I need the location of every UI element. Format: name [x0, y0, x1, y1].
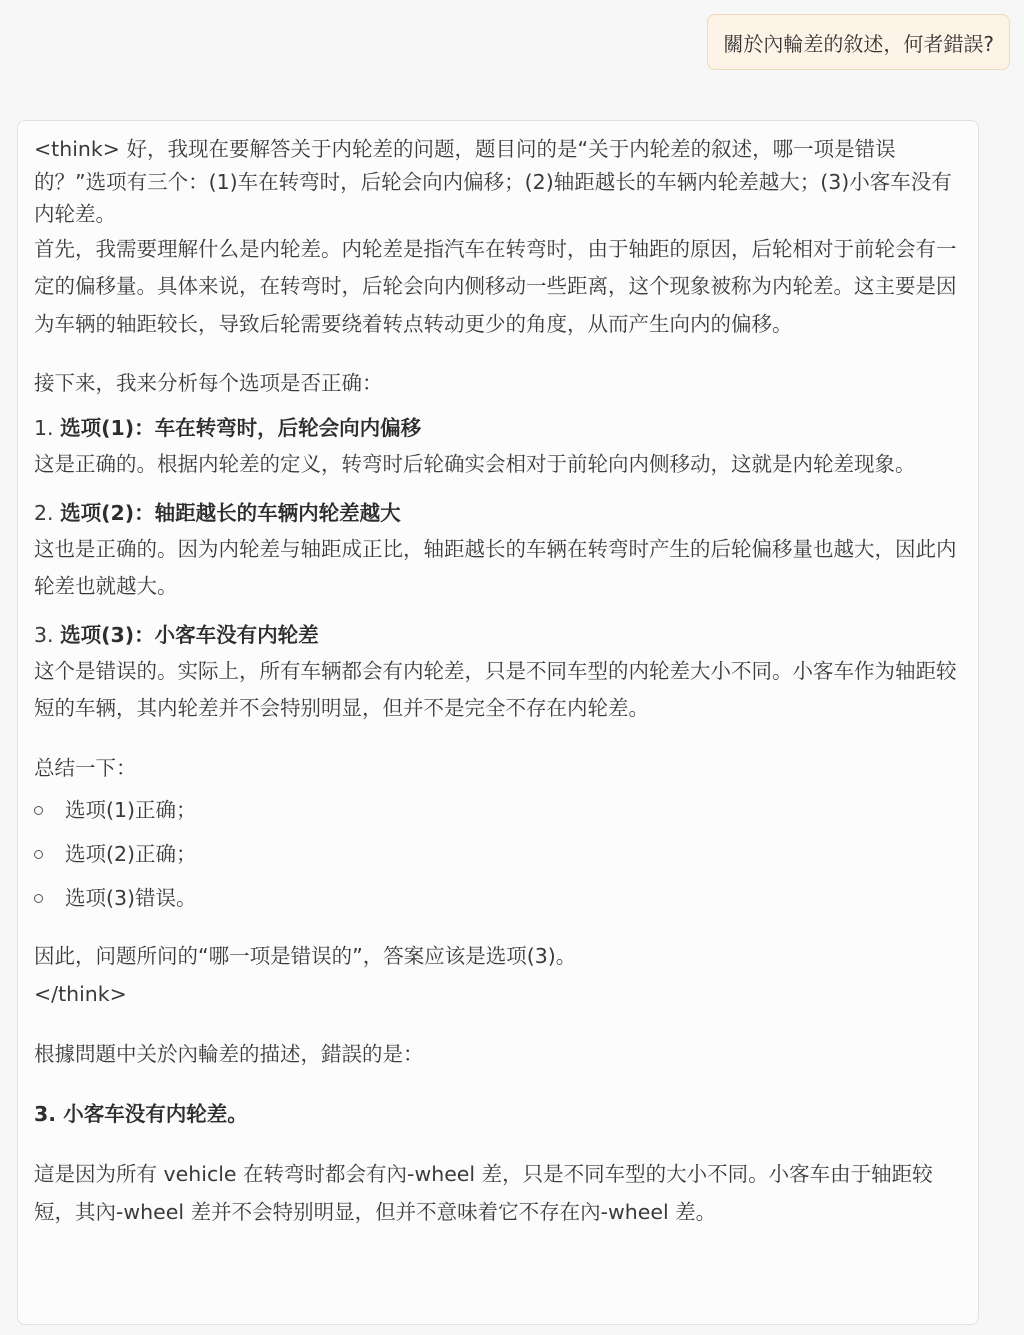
- option-1-number: 1.: [34, 416, 61, 440]
- option-3-title: 选项(3)：小客车没有内轮差: [60, 622, 319, 647]
- bullet-circle-icon: [34, 806, 43, 815]
- final-explanation: 這是因为所有 vehicle 在转弯时都会有內-wheel 差，只是不同车型的大小不同。小客车由于轴距较短，其內-wheel 差并不会特别明显，但并不意味着它不存在內-wheel 差。: [34, 1161, 933, 1224]
- summary-item-1: [34, 788, 962, 832]
- option-1-title: 选项(1)：车在转弯时，后轮会向内偏移: [60, 416, 422, 440]
- definition-paragraph: 首先，我需要理解什么是内轮差。内轮差是指汽车在转弯时，由于轴距的原因，后轮相对于前轮会有一定的偏移量。具体来说，在转弯时，后轮会向内侧移动一些距离，这个现象被称为内轮差。这主要是因为车辆的轴距较长，导致后轮需要绕着转点转动更少的角度，从而产生向内的偏移。: [34, 236, 957, 336]
- assistant-reply-card: [17, 120, 979, 1325]
- option-2-title: 选项(2)：轴距越长的车辆内轮差越大: [60, 500, 401, 525]
- option-1-heading: [34, 410, 962, 446]
- user-message-text: 關於內輪差的敘述，何者錯誤?: [723, 31, 994, 56]
- option-3-number: 3.: [34, 622, 61, 647]
- analysis-lead: 接下来，我来分析每个选项是否正确：: [34, 371, 383, 395]
- option-2-number: 2.: [34, 500, 61, 525]
- bullet-circle-icon: [34, 894, 43, 903]
- option-2-explanation: 这也是正确的。因为内轮差与轴距成正比，轴距越长的车辆在转弯时产生的后轮偏移量也越大，因此内轮差也就越大。: [34, 536, 957, 598]
- summary-item-2: [34, 832, 962, 876]
- user-message-bubble: [707, 14, 1010, 70]
- summary-item-2-text: 选项(2)正确；: [65, 841, 197, 866]
- option-1-explanation: 这是正确的。根据内轮差的定义，转弯时后轮确实会相对于前轮向内侧移动，这就是内轮差现象。: [34, 452, 916, 476]
- final-answer: 3. 小客车没有内轮差。: [34, 1101, 248, 1126]
- think-close: </think>: [34, 981, 127, 1006]
- summary-item-3-text: 选项(3)错误。: [65, 885, 197, 910]
- summary-item-1-text: 选项(1)正确；: [65, 797, 197, 822]
- summary-lead: 总结一下：: [34, 755, 137, 780]
- final-answer-intro: 根據問題中关於內輪差的描述，錯誤的是：: [34, 1041, 424, 1066]
- option-3-explanation: 这个是错误的。实际上，所有车辆都会有内轮差，只是不同车型的内轮差大小不同。小客车作为轴距较短的车辆，其内轮差并不会特别明显，但并不是完全不存在内轮差。: [34, 658, 957, 720]
- summary-item-3: [34, 876, 962, 920]
- option-2-heading: [34, 495, 962, 531]
- think-intro: <think> 好，我现在要解答关于内轮差的问题，题目问的是“关于内轮差的叙述，哪一项是错误的？”选项有三个：(1)车在转弯时，后轮会向内偏移；(2)轴距越长的车辆内轮差越大；(3)小客车没有内轮差。: [34, 137, 952, 226]
- conclusion-text: 因此，问题所问的“哪一项是错误的”，答案应该是选项(3)。: [34, 943, 577, 968]
- bullet-circle-icon: [34, 850, 43, 859]
- summary-list: [34, 788, 962, 920]
- option-3-heading: [34, 617, 962, 653]
